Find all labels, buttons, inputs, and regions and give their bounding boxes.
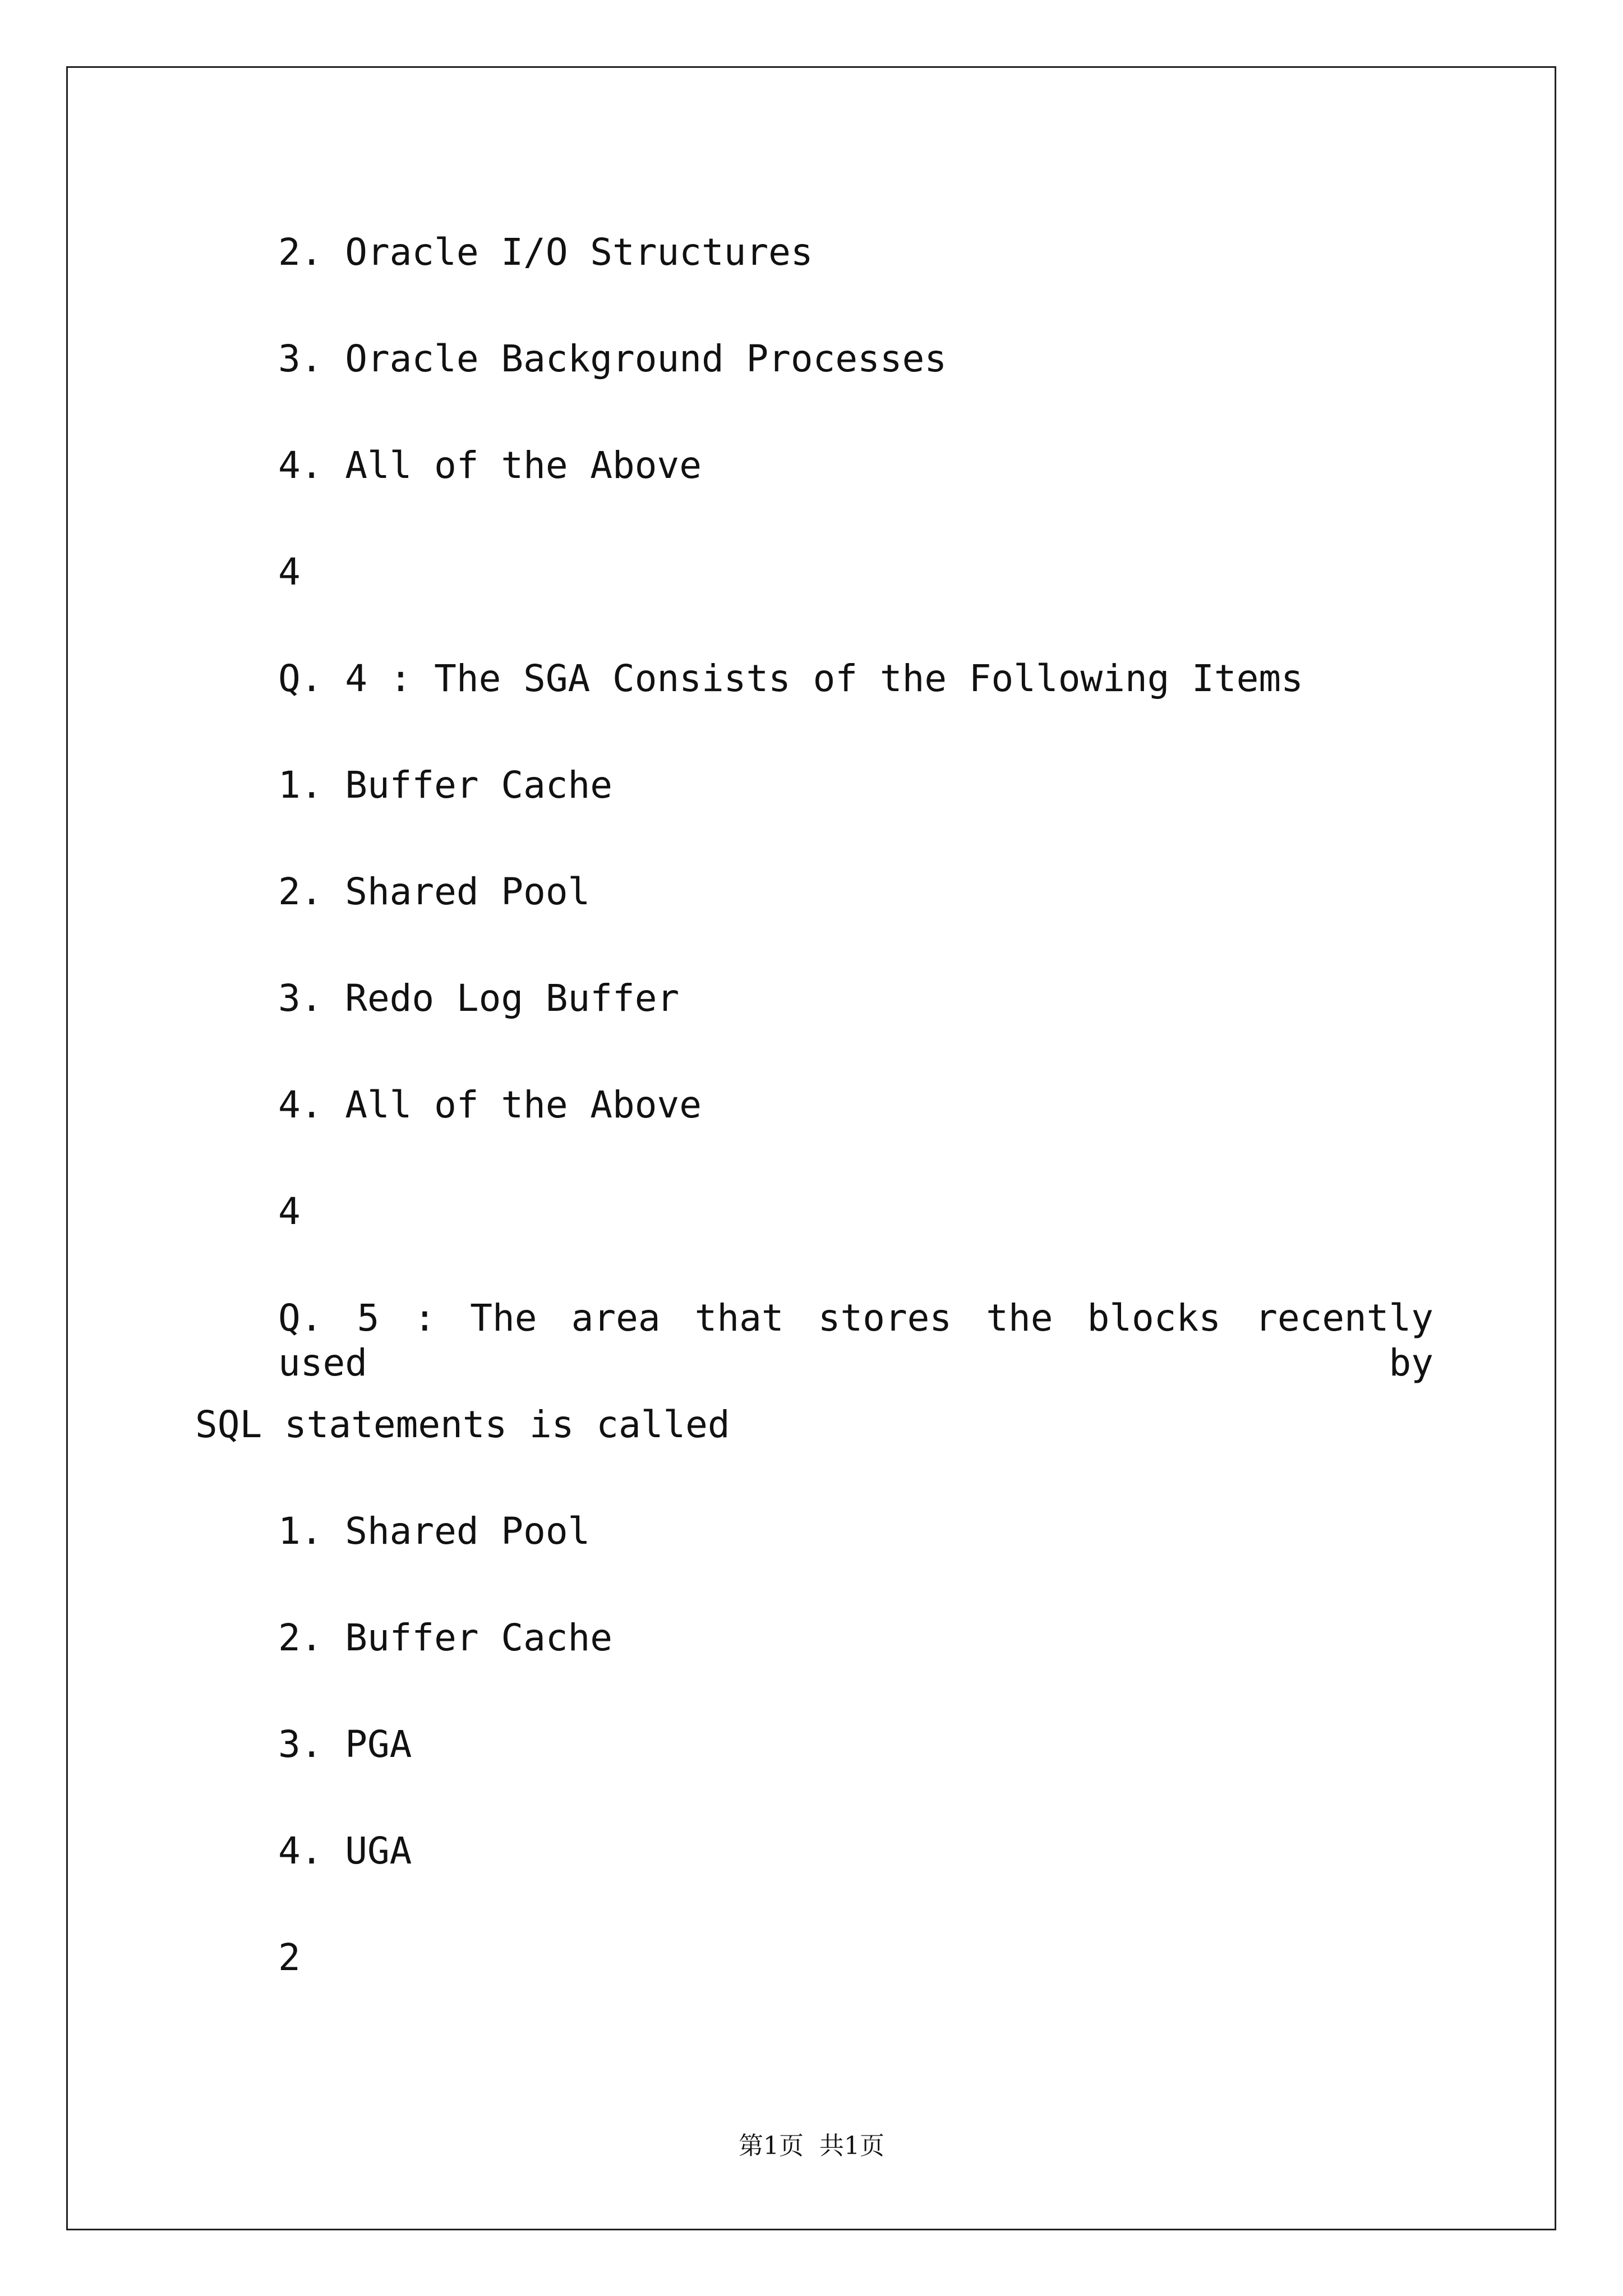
answer-option: 2. Shared Pool [278, 870, 591, 913]
question-text-continued: SQL statements is called [195, 1403, 730, 1446]
answer-option: 4. All of the Above [278, 444, 702, 487]
answer-option: 1. Buffer Cache [278, 763, 613, 807]
page-number-footer: 第1页 共1页 [739, 2132, 884, 2160]
answer-option: 2. Oracle I/O Structures [278, 231, 813, 274]
answer-key: 2 [278, 1936, 301, 1979]
question-text: Q. 4 : The SGA Consists of the Following Items [278, 657, 1303, 700]
answer-option: 3. PGA [278, 1723, 412, 1766]
answer-key: 4 [278, 1190, 301, 1233]
answer-key: 4 [278, 550, 301, 593]
answer-option: 1. Shared Pool [278, 1510, 591, 1553]
answer-option: 4. UGA [278, 1829, 412, 1872]
page-border [66, 66, 1556, 2230]
answer-option: 2. Buffer Cache [278, 1616, 613, 1659]
answer-option: 3. Redo Log Buffer [278, 977, 680, 1020]
question-text: Q. 5 : The area that stores the blocks recently used by [278, 1296, 1433, 1384]
answer-option: 3. Oracle Background Processes [278, 337, 947, 380]
answer-option: 4. All of the Above [278, 1083, 702, 1126]
